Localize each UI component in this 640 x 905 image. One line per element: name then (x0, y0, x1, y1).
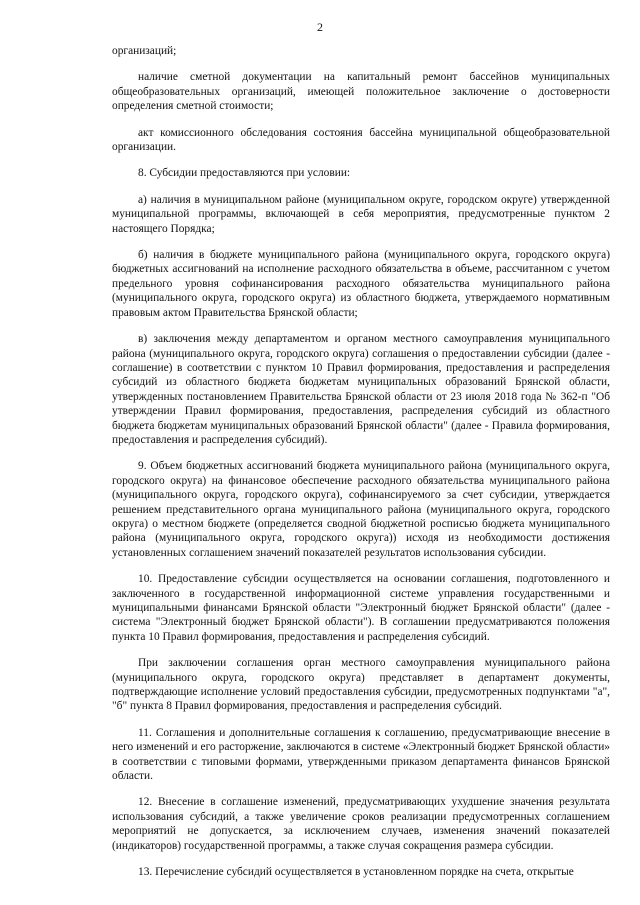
page-number: 2 (317, 20, 323, 34)
paragraph-12: 12. Внесение в соглашение изменений, предусматривающих ухудшение значения результата использования субсидий, а также увеличение сроков реализации предусмотренных соглашением мероприятий не допускается, за исключением случаев, изменения значений показателей (индикаторов) государственной программы, а также случая сокращения размера субсидии. (112, 796, 610, 852)
paragraph-10-agreement: При заключении соглашения орган местного самоуправления муниципального района (муниципального округа, городского округа) представляет в департамент документы, подтверждающие исполнение условий предоставления субсидии, предусмотренных подпунктами "а", "б" пункта 8 Правил формирования, предоставления и распределения субсидий. (112, 657, 610, 713)
paragraph-continuation: организаций; (112, 45, 177, 57)
document-body (112, 44, 610, 880)
paragraph-8: 8. Субсидии предоставляются при условии: (138, 167, 351, 180)
paragraph-10: 10. Предоставление субсидии осуществляется на основании соглашения, подготовленного и заключенного в государственной информационной системе управления государственными и муниципальными финансами Брянской области "Электронный бюджет Брянской области" (далее - система "Электронный бюджет Брянской области"). В соглашении предусматриваются положения пункта 10 Правил формирования, предоставления и распределения субсидий. (112, 573, 610, 643)
paragraph-8v: в) заключения между департаментом и органом местного самоуправления муниципального района (муниципального округа, городского округа) соглашения о предоставлении субсидии (далее - соглашение) в соответствии с пунктом 10 Правил формирования, предоставления и распределения субсидий из областного бюджета бюджетам муниципальных образований Брянской области, утвержденных постановлением Правительства Брянской области от 23 июля 2018 года № 362-п "Об утверждении Правил формирования, предоставления, распределения субсидий из областного бюджета бюджетам муниципальных образований Брянской области" (далее - Правила формирования, предоставления и распределения субсидий). (112, 333, 610, 446)
paragraph-9: 9. Объем бюджетных ассигнований бюджета муниципального района (муниципального округа, городского округа) на финансовое обеспечение расходного обязательства муниципального района (муниципального округа, городского округа), софинансируемого за счет субсидии, утверждается решением представительного органа муниципального района (муниципального округа, городского округа) о местном бюджете (определяется сводной бюджетной росписью бюджета муниципального района (муниципального округа, городского округа)) исходя из необходимости достижения установленных соглашением значений показателей результатов использования субсидии. (112, 460, 610, 559)
paragraph-estimate-docs: наличие сметной документации на капитальный ремонт бассейнов муниципальных общеобразовательных организаций, имеющей положительное заключение о достоверности определения сметной стоимости; (112, 71, 610, 113)
paragraph-inspection-act: акт комиссионного обследования состояния бассейна муниципальной общеобразовательной организации. (112, 126, 610, 154)
paragraph-11: 11. Соглашения и дополнительные соглашения к соглашению, предусматривающие внесение в него изменений и его расторжение, заключаются в системе «Электронный бюджет Брянской области» в соответствии с типовыми формами, утвержденными приказом департамента финансов Брянской области. (112, 726, 610, 783)
paragraph-8b: б) наличия в бюджете муниципального района (муниципального округа, городского округа) бюджетных ассигнований на исполнение расходного обязательства в объеме, рассчитанном с учетом предельного уровня софинансирования расходного обязательства муниципального района (муниципального округа, городского округа) из областного бюджета, утверждаемого нормативным правовым актом Правительства Брянской области; (112, 249, 610, 319)
paragraph-8a: а) наличия в муниципальном районе (муниципальном округе, городском округе) утвержденной муниципальной программы, включающей в себя мероприятия, предусмотренные пунктом 2 настоящего Порядка; (112, 193, 610, 235)
paragraph-13: 13. Перечисление субсидий осуществляется в установленном порядке на счета, открытые (138, 866, 574, 879)
